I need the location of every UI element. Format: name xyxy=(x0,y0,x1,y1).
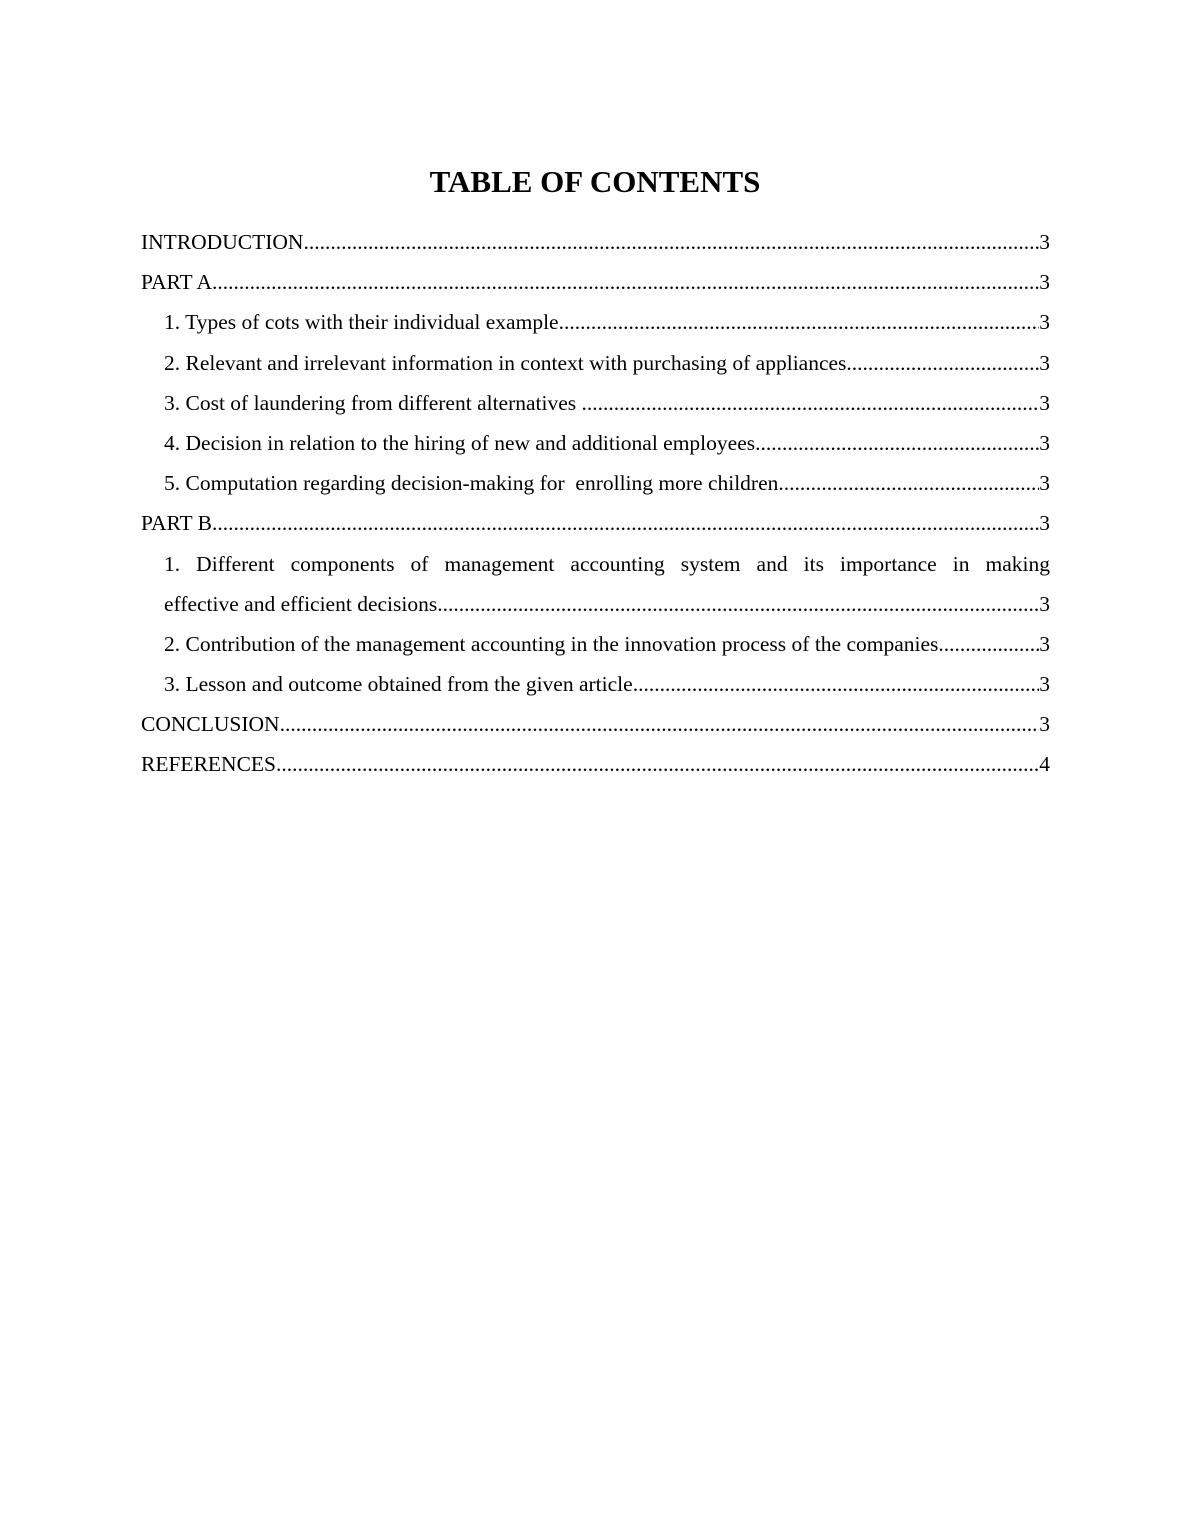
toc-page-number: 3 xyxy=(1039,672,1050,697)
toc-entry-label: PART B xyxy=(141,511,213,536)
toc-entry-label: 2. Relevant and irrelevant information in context with purchasing of appliances xyxy=(164,350,847,375)
toc-entry-label: REFERENCES xyxy=(141,752,276,777)
toc-entry-label: 1. Types of cots with their individual example xyxy=(164,310,559,335)
dot-leader xyxy=(276,744,1039,784)
toc-entry-introduction[interactable] xyxy=(141,222,1050,262)
toc-page-number: 3 xyxy=(1039,471,1050,496)
toc-page-number: 3 xyxy=(1039,712,1050,737)
toc-entry-part-a-1[interactable] xyxy=(141,302,1050,342)
toc-page-number: 3 xyxy=(1039,310,1050,335)
toc-entry-label: PART A xyxy=(141,270,213,295)
toc-entry-part-a-4[interactable] xyxy=(141,423,1050,463)
dot-leader xyxy=(212,503,1039,543)
toc-entry-references[interactable] xyxy=(141,744,1050,784)
toc-page-number: 3 xyxy=(1039,591,1050,616)
dot-leader xyxy=(303,222,1039,262)
toc-entry-label: 2. Contribution of the management accounting in the innovation process of the companies. xyxy=(164,631,944,656)
toc-entry-part-a-3[interactable] xyxy=(141,383,1050,423)
dot-leader xyxy=(559,302,1040,342)
toc-page-number: 3 xyxy=(1039,631,1050,656)
toc-page-number: 3 xyxy=(1039,230,1050,254)
toc-entry-part-b-1[interactable] xyxy=(141,544,1050,624)
dot-leader xyxy=(846,343,1039,383)
toc-entry-label-line2: effective and efficient decisions xyxy=(164,591,438,616)
toc-entry-label-line1: 1. Different components of management accounting system and its importance in making xyxy=(164,551,1050,576)
dot-leader xyxy=(755,423,1039,463)
page-title: TABLE OF CONTENTS xyxy=(429,164,761,199)
dot-leader xyxy=(944,624,1039,664)
toc-entry-part-a-2[interactable] xyxy=(141,343,1050,383)
dot-leader xyxy=(280,704,1040,744)
toc-page-number: 4 xyxy=(1039,752,1050,777)
toc-entry-part-a-5[interactable] xyxy=(141,463,1050,503)
toc-page-number: 3 xyxy=(1039,270,1050,295)
toc-entry-label: CONCLUSION xyxy=(141,712,280,737)
toc-page-number: 3 xyxy=(1039,350,1050,375)
toc-entry-conclusion[interactable] xyxy=(141,704,1050,744)
dot-leader xyxy=(633,664,1040,704)
toc-entry-label: INTRODUCTION xyxy=(141,230,304,254)
toc-entry-label: 5. Computation regarding decision-making for enrolling more children xyxy=(164,471,779,496)
toc-entry-line2 xyxy=(164,584,1050,624)
toc-entry-label: 3. Cost of laundering from different alternatives xyxy=(164,390,582,415)
toc-entry-part-a[interactable] xyxy=(141,262,1050,302)
toc-entry-part-b-3[interactable] xyxy=(141,664,1050,704)
toc-page-number: 3 xyxy=(1039,390,1050,415)
toc-entry-label: 4. Decision in relation to the hiring of new and additional employees xyxy=(164,430,756,455)
dot-leader xyxy=(212,262,1039,302)
toc-entry-label: 3. Lesson and outcome obtained from the given article xyxy=(164,672,633,697)
dot-leader xyxy=(778,463,1039,503)
toc-page-number: 3 xyxy=(1039,511,1050,536)
toc-page-number: 3 xyxy=(1039,430,1050,455)
toc-entry-part-b-2[interactable] xyxy=(141,624,1050,664)
dot-leader xyxy=(437,584,1039,624)
toc-entry-part-b[interactable] xyxy=(141,503,1050,543)
dot-leader xyxy=(582,383,1040,423)
table-of-contents xyxy=(141,222,1050,785)
